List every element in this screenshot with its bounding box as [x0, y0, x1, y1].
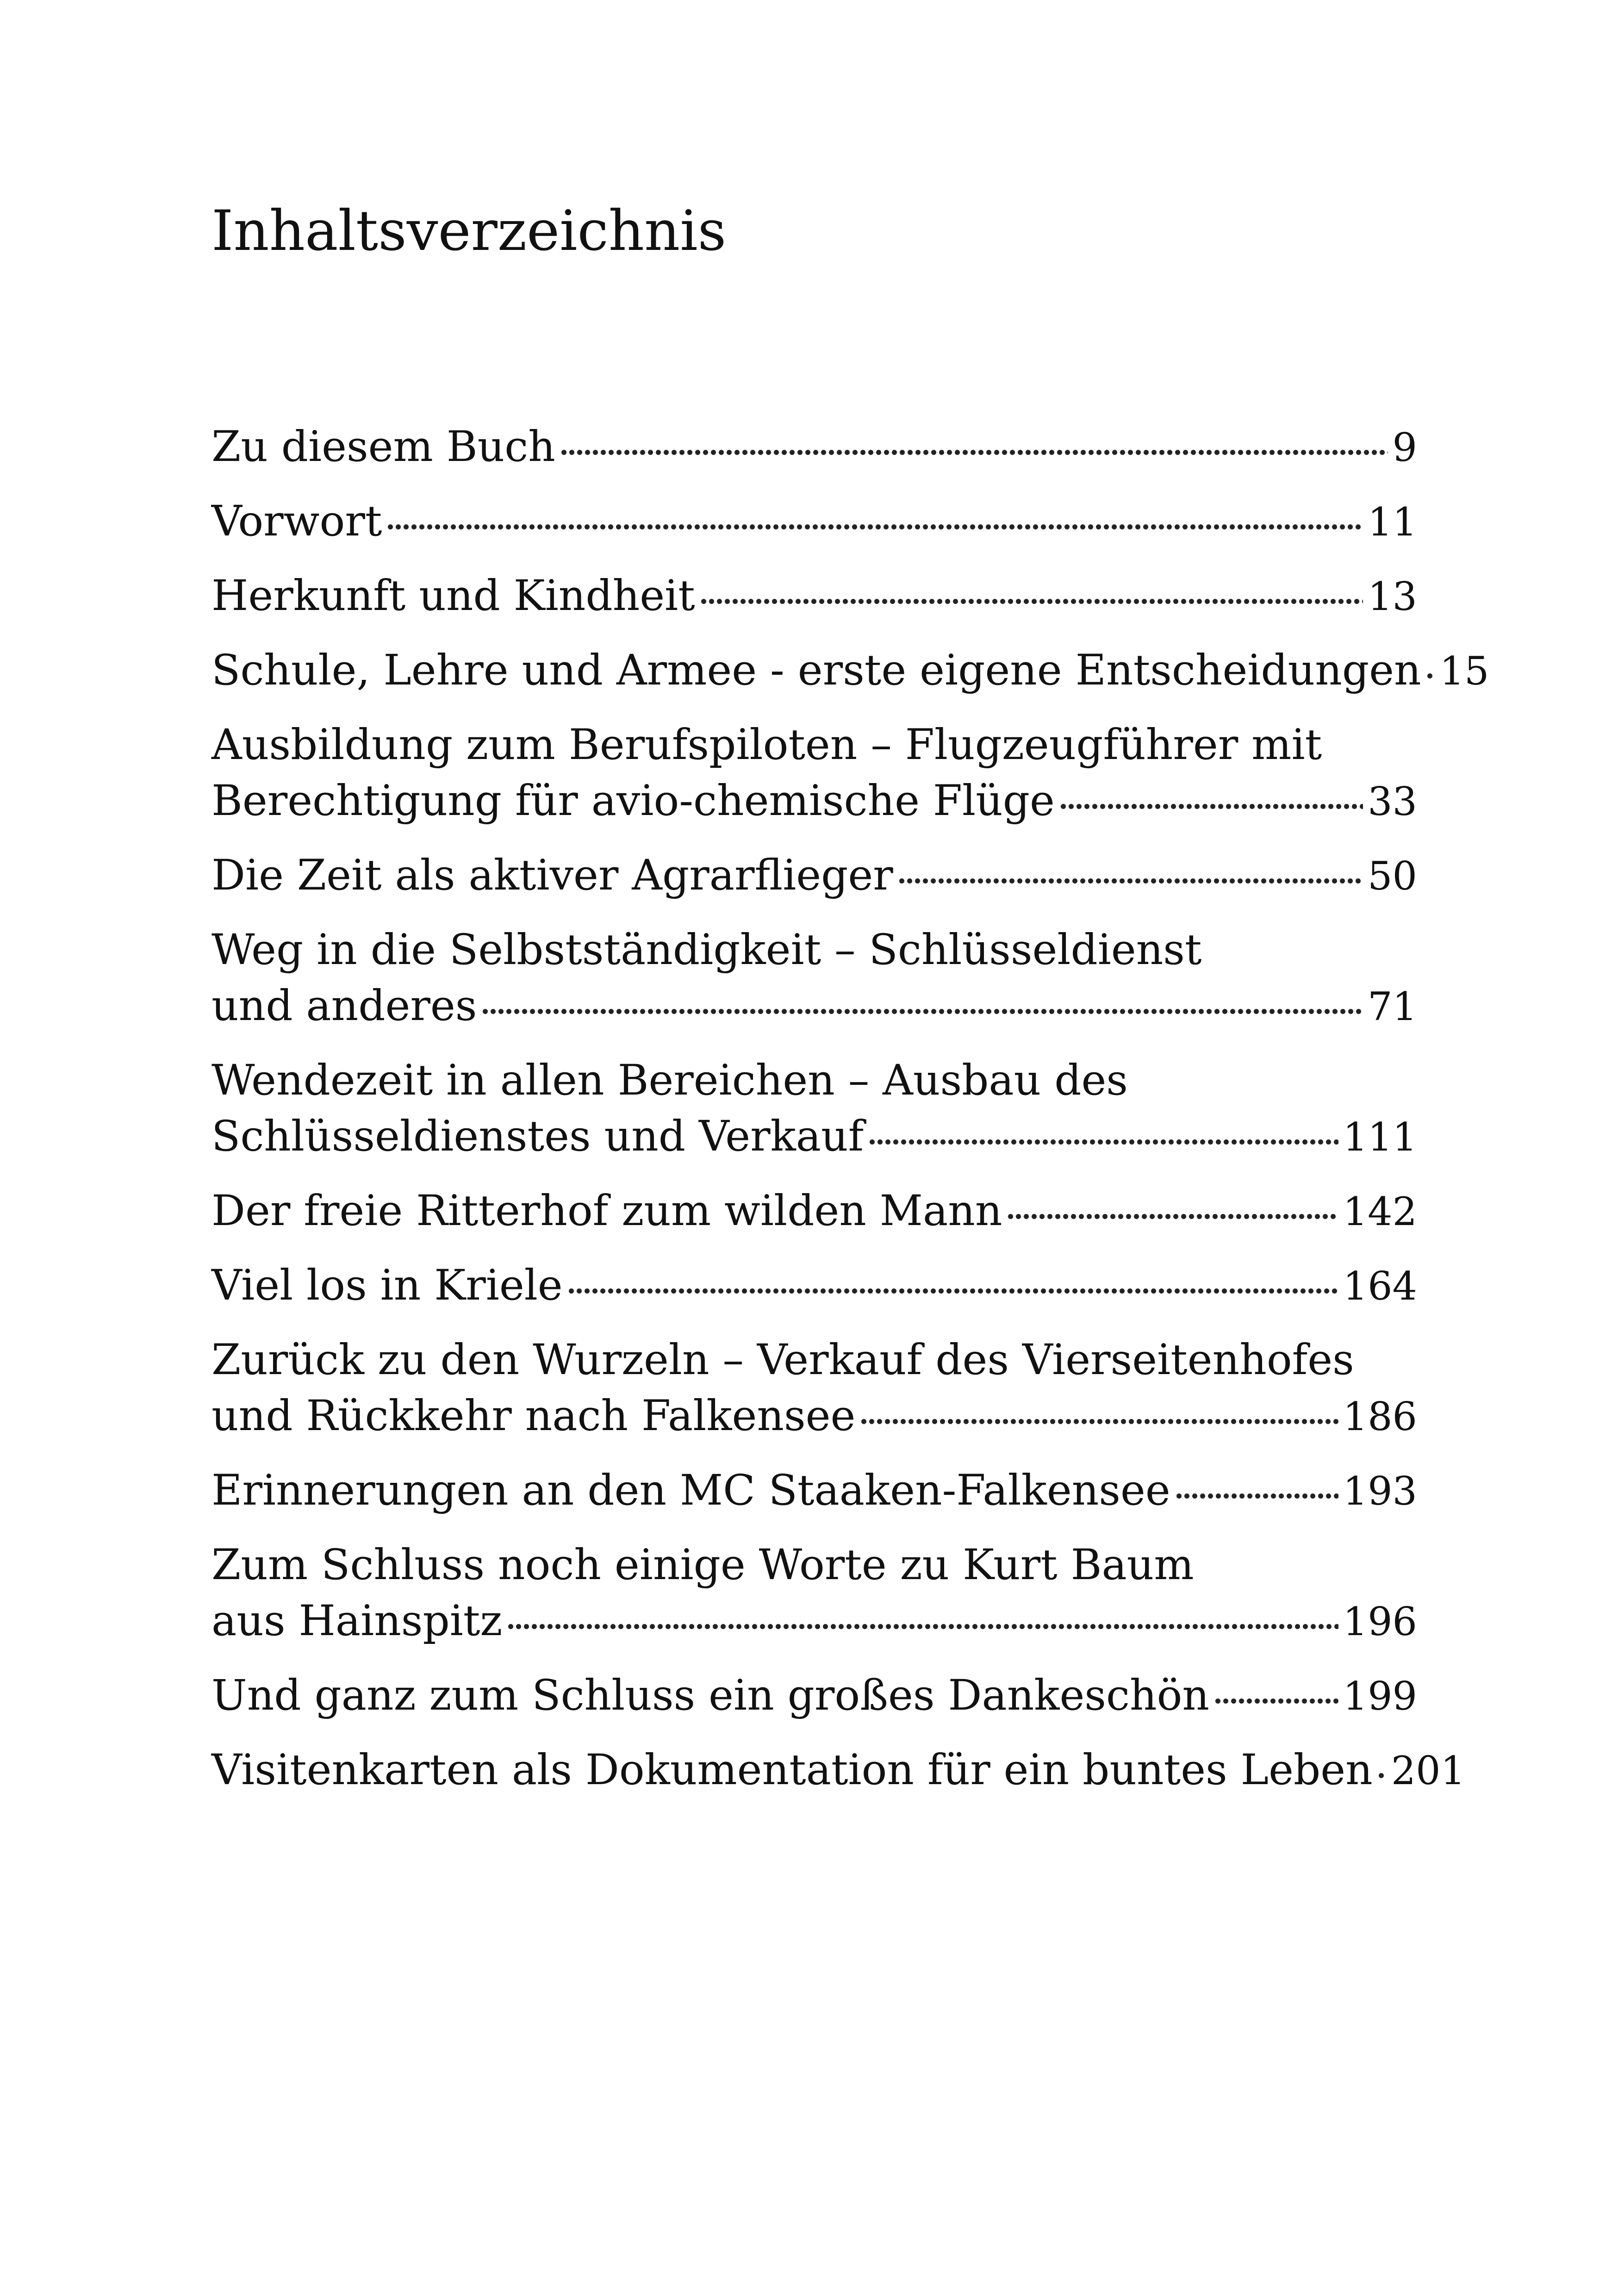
toc-entry — [212, 1462, 1417, 1518]
toc-entry — [212, 1257, 1417, 1313]
toc-entry-title-line-1: Ausbildung zum Berufspiloten – Flugzeugführer mit — [212, 721, 1322, 769]
toc-entry-title-line-2: und Rückkehr nach Falkensee — [212, 1392, 856, 1440]
toc-line — [212, 1668, 1417, 1724]
toc-entry — [212, 1668, 1417, 1724]
toc-page-number: 50 — [1368, 853, 1417, 899]
toc-page-number: 11 — [1368, 499, 1417, 545]
toc-line — [212, 1742, 1466, 1798]
toc-entry-title-line-2: aus Hainspitz — [212, 1597, 503, 1645]
toc-entry-title-line-2: Schlüsseldienstes und Verkauf — [212, 1112, 864, 1161]
dot-leader — [860, 1388, 1338, 1430]
toc-page-number: 9 — [1392, 425, 1417, 470]
dot-leader — [567, 1257, 1338, 1300]
dot-leader — [898, 847, 1363, 890]
toc-page-number: 164 — [1343, 1263, 1417, 1309]
toc-page-number: 199 — [1343, 1674, 1417, 1719]
toc-line — [212, 847, 1417, 903]
toc-page-number: 196 — [1343, 1599, 1417, 1644]
toc-entry — [212, 419, 1417, 475]
toc-entry-title: Viel los in Kriele — [212, 1261, 563, 1310]
toc-page-number: 71 — [1368, 984, 1417, 1029]
toc-page-number: 15 — [1439, 648, 1489, 694]
dot-leader — [1175, 1462, 1338, 1505]
toc-line — [212, 568, 1417, 624]
toc-entry — [212, 1742, 1466, 1798]
toc-page-number: 186 — [1343, 1394, 1417, 1439]
toc-entry — [212, 1332, 1417, 1444]
toc-entry — [212, 568, 1417, 624]
toc-entry-title-line-1: Wendezeit in allen Bereichen – Ausbau des — [212, 1056, 1128, 1105]
toc-entry-title: Zu diesem Buch — [212, 423, 555, 471]
toc-entry — [212, 1537, 1417, 1649]
toc-entry — [212, 493, 1417, 549]
dot-leader — [386, 493, 1363, 535]
toc-line — [212, 1462, 1417, 1518]
dot-leader — [560, 419, 1388, 461]
dot-leader — [507, 1593, 1338, 1635]
toc-line — [212, 493, 1417, 549]
dot-leader — [1377, 1742, 1387, 1784]
toc-line — [212, 1388, 1417, 1444]
toc-entry-title: Herkunft und Kindheit — [212, 572, 695, 620]
toc-line — [212, 978, 1417, 1034]
dot-leader — [700, 568, 1363, 610]
toc-line — [212, 1108, 1417, 1164]
toc-line — [212, 419, 1417, 475]
toc-entry — [212, 847, 1417, 903]
toc-entry — [212, 1052, 1417, 1164]
toc-page-number: 193 — [1343, 1468, 1417, 1514]
toc-page-number: 111 — [1343, 1114, 1417, 1160]
page-title: Inhaltsverzeichnis — [212, 199, 727, 263]
toc-entry-title: Der freie Ritterhof zum wilden Mann — [212, 1187, 1002, 1235]
toc-page-number: 142 — [1343, 1189, 1417, 1234]
dot-leader — [1007, 1183, 1338, 1225]
toc-entry — [212, 642, 1489, 698]
toc-entry-title: Und ganz zum Schluss ein großes Dankeschön — [212, 1671, 1209, 1720]
toc-entry — [212, 922, 1417, 1034]
dot-leader — [868, 1108, 1338, 1151]
toc-line — [212, 1593, 1417, 1649]
toc-entry-title: Vorwort — [212, 497, 382, 546]
toc-entry-title-line-2: und anderes — [212, 982, 477, 1030]
toc-line — [212, 1183, 1417, 1239]
toc-page-number: 13 — [1368, 574, 1417, 619]
dot-leader — [1426, 642, 1435, 684]
toc-entry-title: Schule, Lehre und Armee - erste eigene Entscheidungen — [212, 646, 1421, 695]
toc-entry-title: Erinnerungen an den MC Staaken-Falkensee — [212, 1466, 1170, 1515]
table-of-contents — [212, 419, 1489, 1817]
toc-page-number: 201 — [1391, 1748, 1466, 1793]
toc-entry-title-line-1: Zum Schluss noch einige Worte zu Kurt Baum — [212, 1541, 1194, 1589]
toc-entry-title-line-1: Weg in die Selbstständigkeit – Schlüsseldienst — [212, 926, 1202, 974]
toc-entry-title: Die Zeit als aktiver Agrarflieger — [212, 851, 893, 900]
dot-leader — [1059, 773, 1363, 815]
toc-page-number: 33 — [1368, 779, 1417, 824]
toc-entry-title: Visitenkarten als Dokumentation für ein buntes Leben — [212, 1746, 1373, 1794]
toc-entry-title-line-2: Berechtigung für avio-chemische Flüge — [212, 777, 1055, 825]
toc-entry-title-line-1: Zurück zu den Wurzeln – Verkauf des Vierseitenhofes — [212, 1336, 1354, 1384]
toc-entry — [212, 1183, 1417, 1239]
toc-line — [212, 642, 1489, 698]
toc-entry — [212, 717, 1417, 829]
dot-leader — [1214, 1668, 1338, 1710]
toc-line — [212, 1257, 1417, 1313]
toc-line — [212, 773, 1417, 829]
dot-leader — [481, 978, 1363, 1020]
